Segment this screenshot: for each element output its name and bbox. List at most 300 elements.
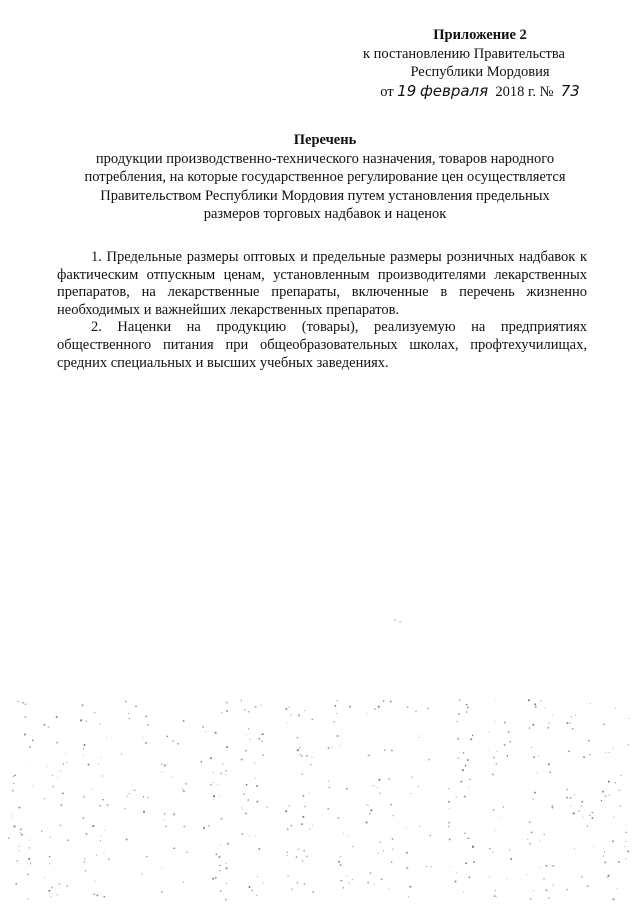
heading-line-1: продукции производственно-технического назначения, товаров народного [95, 150, 555, 167]
noise-speck [543, 878, 545, 880]
noise-speck [256, 895, 257, 896]
noise-speck [368, 754, 370, 756]
noise-speck [145, 716, 147, 718]
noise-speck [569, 722, 570, 723]
noise-speck [581, 876, 583, 878]
noise-speck [448, 788, 449, 789]
noise-speck [287, 852, 288, 853]
noise-speck [624, 846, 625, 847]
noise-speck [258, 848, 260, 850]
noise-speck [245, 750, 247, 752]
noise-speck [60, 770, 61, 771]
noise-speck [29, 840, 30, 841]
noise-speck [366, 821, 368, 823]
noise-speck [589, 815, 590, 816]
noise-speck [49, 836, 50, 837]
noise-speck [536, 772, 537, 773]
noise-speck [13, 783, 14, 784]
noise-speck [260, 705, 261, 706]
noise-speck [19, 850, 20, 851]
noise-speck [146, 856, 147, 857]
noise-speck [254, 836, 255, 837]
noise-speck [18, 807, 20, 809]
noise-speck [340, 745, 341, 746]
noise-speck [312, 825, 313, 826]
noise-speck [383, 700, 385, 702]
noise-speck [615, 708, 616, 709]
noise-speck [343, 887, 344, 888]
noise-speck [58, 778, 59, 779]
noise-speck [164, 813, 165, 814]
noise-speck [250, 739, 251, 740]
noise-speck [472, 735, 473, 736]
noise-speck [449, 866, 450, 867]
heading-title: Перечень [293, 132, 357, 148]
noise-speck [183, 790, 185, 792]
noise-speck [165, 826, 167, 828]
noise-speck [32, 786, 33, 787]
noise-speck [125, 700, 127, 702]
noise-speck [468, 876, 470, 878]
noise-speck [540, 700, 541, 701]
noise-speck [448, 822, 450, 824]
noise-speck [222, 764, 223, 765]
noise-speck [603, 855, 604, 856]
noise-speck [124, 808, 125, 809]
noise-speck [297, 737, 298, 738]
noise-speck [455, 881, 457, 883]
noise-speck [489, 732, 490, 733]
noise-speck [48, 726, 50, 728]
noise-speck [215, 732, 217, 734]
noise-speck [391, 750, 393, 752]
noise-speck [171, 776, 172, 777]
noise-speck [390, 804, 392, 806]
noise-speck [463, 892, 464, 893]
noise-speck [467, 707, 469, 709]
noise-speck [213, 795, 215, 797]
noise-speck [394, 619, 395, 620]
noise-speck [98, 763, 99, 764]
noise-speck [406, 867, 408, 869]
noise-speck [399, 621, 400, 622]
noise-speck [241, 702, 242, 703]
noise-speck [374, 708, 376, 710]
noise-speck [613, 816, 614, 817]
noise-speck [390, 701, 392, 703]
noise-speck [143, 737, 144, 738]
noise-speck [493, 809, 494, 810]
noise-speck [56, 716, 58, 718]
noise-speck [11, 815, 12, 816]
noise-speck [83, 748, 84, 749]
noise-speck [19, 846, 20, 847]
noise-speck [495, 830, 496, 831]
noise-speck [407, 706, 409, 708]
noise-speck [459, 699, 461, 701]
noise-speck [83, 861, 84, 862]
noise-speck [85, 833, 87, 835]
noise-speck [167, 736, 169, 738]
noise-speck [338, 861, 340, 863]
noise-speck [340, 864, 342, 866]
noise-speck [262, 754, 264, 756]
noise-speck [30, 863, 31, 864]
noise-speck [143, 796, 144, 797]
noise-speck [349, 706, 351, 708]
noise-speck [208, 825, 210, 827]
appendix-number: 73 [560, 81, 580, 100]
noise-speck [312, 719, 314, 721]
noise-speck [126, 839, 128, 841]
noise-speck [461, 781, 462, 782]
noise-speck [212, 878, 214, 880]
noise-speck [346, 876, 347, 877]
noise-speck [27, 873, 29, 875]
noise-speck [241, 700, 242, 701]
noise-speck [220, 773, 222, 775]
noise-speck [604, 861, 606, 863]
noise-speck [105, 830, 106, 831]
noise-speck [287, 855, 288, 856]
noise-speck [406, 827, 407, 828]
noise-speck [543, 834, 545, 836]
noise-speck [301, 755, 303, 757]
noise-speck [102, 775, 103, 776]
noise-speck [533, 890, 534, 891]
noise-speck [172, 741, 173, 742]
noise-speck [96, 894, 98, 896]
noise-speck [61, 804, 63, 806]
noise-speck [310, 764, 311, 765]
noise-speck [507, 878, 508, 879]
noise-speck [246, 784, 248, 786]
noise-speck [627, 850, 629, 852]
noise-speck [495, 763, 497, 765]
noise-speck [530, 898, 532, 900]
noise-speck [84, 858, 85, 859]
noise-speck [470, 738, 472, 740]
noise-speck [249, 886, 251, 888]
noise-speck [428, 759, 430, 761]
noise-speck [96, 854, 97, 855]
heading-line-2: потребления, на которые государственное регулирование цен осуществляется [84, 169, 566, 185]
noise-speck [309, 828, 310, 829]
noise-speck [587, 885, 589, 887]
noise-speck [226, 883, 227, 884]
noise-speck [381, 878, 383, 880]
noise-speck [219, 865, 221, 867]
noise-speck [261, 740, 263, 742]
noise-speck [121, 753, 122, 754]
noise-speck [529, 728, 530, 729]
noise-speck [182, 789, 183, 790]
heading-line-3: Правительством Республики Мордовия путем установления предельных [100, 187, 550, 204]
appendix-number-sign: № [539, 83, 554, 100]
noise-speck [540, 840, 541, 841]
noise-speck [92, 788, 93, 789]
noise-speck [367, 882, 369, 884]
noise-speck [25, 703, 27, 705]
noise-speck [185, 783, 187, 785]
noise-speck [328, 781, 329, 782]
noise-speck [588, 740, 590, 742]
noise-speck [226, 746, 228, 748]
noise-speck [24, 733, 26, 735]
noise-speck [628, 744, 630, 746]
noise-speck [66, 762, 67, 763]
noise-speck [289, 805, 290, 806]
noise-speck [302, 774, 303, 775]
noise-speck [628, 718, 629, 719]
noise-speck [566, 797, 568, 799]
noise-speck [246, 734, 247, 735]
noise-speck [601, 800, 602, 801]
noise-speck [608, 781, 610, 783]
noise-speck [177, 743, 179, 745]
noise-speck [449, 838, 451, 840]
noise-speck [503, 806, 504, 807]
noise-speck [463, 752, 465, 754]
noise-speck [183, 720, 185, 722]
noise-speck [369, 813, 371, 815]
noise-speck [227, 843, 229, 845]
noise-speck [202, 726, 204, 728]
noise-speck [464, 833, 466, 835]
noise-speck [311, 757, 312, 758]
noise-speck [147, 797, 148, 798]
noise-speck [411, 776, 412, 777]
noise-speck [220, 890, 222, 892]
noise-speck [508, 731, 510, 733]
noise-speck [329, 787, 331, 789]
noise-speck [392, 838, 394, 840]
noise-speck [504, 744, 506, 746]
noise-speck [210, 784, 212, 786]
noise-speck [129, 718, 130, 719]
noise-speck [47, 766, 48, 767]
noise-speck [20, 832, 21, 833]
noise-speck [340, 856, 341, 857]
noise-speck [583, 756, 585, 758]
noise-speck [250, 835, 251, 836]
noise-speck [449, 808, 450, 809]
noise-speck [147, 724, 149, 726]
noise-speck [548, 763, 550, 765]
noise-speck [535, 706, 537, 708]
noise-speck [297, 749, 299, 751]
appendix-date-prefix: от [380, 83, 394, 100]
noise-speck [13, 825, 15, 827]
noise-speck [14, 775, 16, 777]
noise-speck [135, 706, 137, 708]
noise-speck [261, 734, 262, 735]
noise-speck [343, 833, 344, 834]
noise-speck [378, 779, 380, 781]
noise-speck [590, 703, 591, 704]
noise-speck [226, 867, 228, 869]
noise-speck [340, 880, 342, 882]
noise-speck [495, 721, 496, 722]
noise-speck [456, 872, 457, 873]
noise-speck [406, 852, 408, 854]
noise-speck [302, 816, 304, 818]
noise-speck [62, 793, 64, 795]
noise-speck [352, 879, 353, 880]
noise-speck [80, 719, 82, 721]
noise-speck [252, 890, 253, 891]
noise-speck [607, 875, 609, 877]
noise-speck [161, 868, 162, 869]
noise-speck [298, 714, 300, 716]
noise-speck [15, 883, 17, 885]
noise-speck [578, 810, 580, 812]
noise-speck [92, 825, 94, 827]
noise-speck [215, 877, 217, 879]
noise-speck [291, 888, 293, 890]
noise-speck [30, 761, 31, 762]
noise-speck [493, 757, 495, 759]
noise-speck [298, 848, 300, 850]
noise-speck [566, 889, 567, 890]
noise-speck [94, 881, 95, 882]
noise-speck [509, 849, 510, 850]
appendix-date-year: 2018 г. [495, 83, 536, 100]
noise-speck [213, 782, 214, 783]
noise-speck [504, 722, 506, 724]
noise-speck [66, 885, 68, 887]
noise-speck [258, 738, 260, 740]
noise-speck [458, 757, 460, 759]
noise-speck [591, 817, 593, 819]
noise-speck [243, 793, 245, 795]
noise-speck [218, 796, 219, 797]
noise-speck [498, 817, 499, 818]
noise-speck [63, 763, 64, 764]
noise-speck [532, 798, 533, 799]
noise-speck [287, 828, 289, 830]
noise-speck [142, 873, 143, 874]
noise-speck [566, 722, 568, 724]
noise-speck [22, 702, 24, 704]
noise-speck [82, 704, 84, 706]
noise-speck [348, 882, 349, 883]
noise-speck [49, 863, 50, 864]
noise-speck [24, 716, 26, 718]
noise-speck [106, 737, 107, 738]
noise-speck [573, 812, 575, 814]
noise-speck [241, 758, 243, 760]
noise-speck [569, 797, 571, 799]
noise-speck [186, 852, 187, 853]
noise-speck [225, 899, 227, 901]
noise-speck [266, 806, 268, 808]
noise-speck [494, 895, 496, 897]
noise-speck [43, 724, 45, 726]
noise-speck [309, 793, 310, 794]
noise-speck [465, 862, 467, 864]
noise-speck [531, 831, 533, 833]
noise-speck [337, 817, 339, 819]
noise-speck [488, 749, 489, 750]
noise-speck [464, 795, 466, 797]
noise-speck [217, 784, 218, 785]
noise-speck [373, 785, 375, 787]
noise-speck [291, 825, 293, 827]
noise-speck [94, 712, 95, 713]
noise-speck [41, 831, 42, 832]
noise-speck [143, 811, 145, 813]
noise-speck [467, 837, 469, 839]
noise-speck [607, 877, 608, 878]
noise-speck [226, 710, 228, 712]
noise-speck [163, 819, 164, 820]
noise-speck [604, 851, 605, 852]
noise-speck [288, 876, 289, 877]
noise-speck [336, 713, 337, 714]
noise-speck [570, 805, 571, 806]
noise-speck [21, 834, 23, 836]
noise-speck [419, 826, 420, 827]
noise-speck [532, 724, 534, 726]
noise-speck [225, 774, 226, 775]
noise-speck [574, 848, 575, 849]
noise-speck [12, 790, 14, 792]
noise-speck [226, 701, 228, 703]
noise-speck [328, 747, 330, 749]
noise-speck [221, 712, 222, 713]
noise-speck [286, 722, 287, 723]
noise-speck [16, 860, 18, 862]
noise-speck [410, 793, 411, 794]
noise-speck [617, 888, 618, 889]
noise-speck [419, 737, 420, 738]
noise-speck [380, 842, 381, 843]
noise-speck [301, 823, 303, 825]
noise-speck [605, 752, 606, 753]
noise-speck [489, 877, 490, 878]
noise-speck [285, 708, 287, 710]
noise-speck [612, 840, 614, 842]
noise-speck [427, 708, 429, 710]
noise-speck [20, 829, 22, 831]
noise-speck [17, 863, 18, 864]
noise-speck [462, 769, 464, 771]
noise-speck [533, 756, 535, 758]
noise-speck [60, 825, 62, 827]
noise-speck [552, 865, 554, 867]
noise-speck [255, 778, 256, 779]
noise-speck [534, 703, 536, 705]
noise-speck [241, 806, 242, 807]
noise-speck [618, 861, 620, 863]
noise-speck [102, 799, 104, 801]
noise-speck [248, 728, 249, 729]
noise-speck [32, 740, 34, 742]
noise-speck [100, 840, 101, 841]
noise-speck [296, 856, 298, 858]
noise-speck [128, 713, 129, 714]
noise-speck [392, 848, 394, 850]
noise-speck [377, 787, 378, 788]
noise-speck [83, 755, 84, 756]
noise-speck [570, 716, 572, 718]
noise-speck [602, 791, 604, 793]
noise-speck [333, 721, 334, 722]
noise-speck [99, 805, 101, 807]
noise-speck [52, 786, 54, 788]
noise-speck [8, 838, 9, 839]
